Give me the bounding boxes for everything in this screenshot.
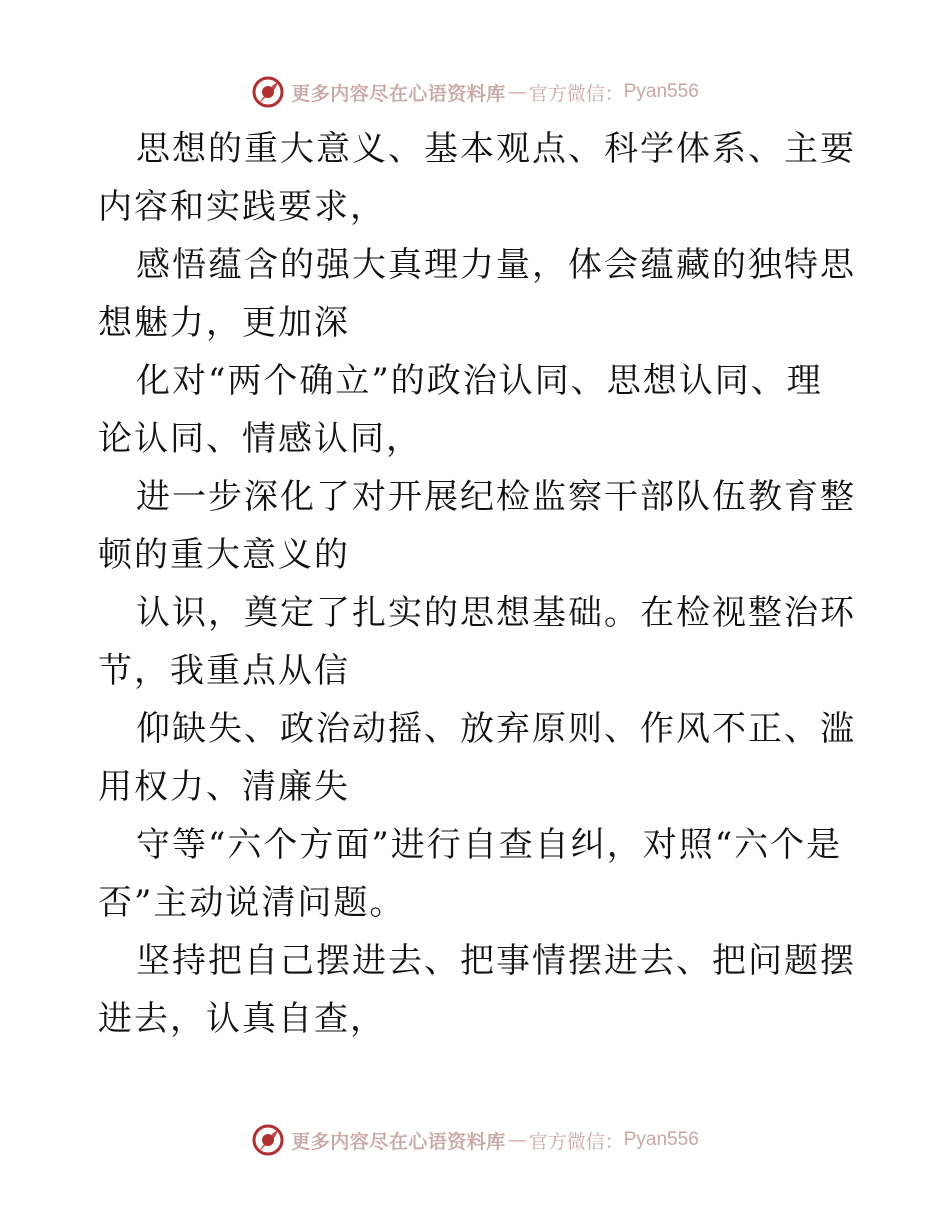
watermark-wechat-label: 官方微信： [528, 82, 624, 105]
paragraph: 进一步深化了对开展纪检监察干部队伍教育整顿的重大意义的 [98, 477, 856, 575]
watermark-account: Pyan556 [623, 1129, 699, 1150]
paragraph: 坚持把自己摆进去、把事情摆进去、把问题摆进去，认真自查， [98, 941, 856, 1039]
watermark-brand-text: 更多内容尽在心语资料库 [291, 82, 506, 105]
header-watermark-banner [0, 72, 950, 112]
paragraph: 感悟蕴含的强大真理力量，体会蕴藏的独特思想魅力，更加深 [98, 245, 856, 343]
paragraph: 仰缺失、政治动摇、放弃原则、作风不正、滥用权力、清廉失 [98, 709, 856, 807]
watermark-brand-text: 更多内容尽在心语资料库 [291, 1130, 506, 1153]
paragraph: 思想的重大意义、基本观点、科学体系、主要内容和实践要求， [98, 129, 856, 227]
document-body [98, 120, 858, 1048]
quill-logo-icon [251, 75, 285, 109]
watermark-dash: — [507, 81, 527, 103]
quill-logo-icon [251, 1123, 285, 1157]
watermark-dash: — [507, 1129, 527, 1151]
paragraph: 守等“六个方面”进行自查自纠，对照“六个是否”主动说清问题。 [98, 825, 843, 923]
paragraph: 认识，奠定了扎实的思想基础。在检视整治环节，我重点从信 [98, 593, 856, 691]
watermark-account: Pyan556 [623, 81, 699, 102]
footer-watermark-banner [0, 1120, 950, 1160]
paragraph: 化对“两个确立”的政治认同、思想认同、理论认同、情感认同， [98, 361, 823, 459]
watermark-wechat-label: 官方微信： [528, 1130, 624, 1153]
